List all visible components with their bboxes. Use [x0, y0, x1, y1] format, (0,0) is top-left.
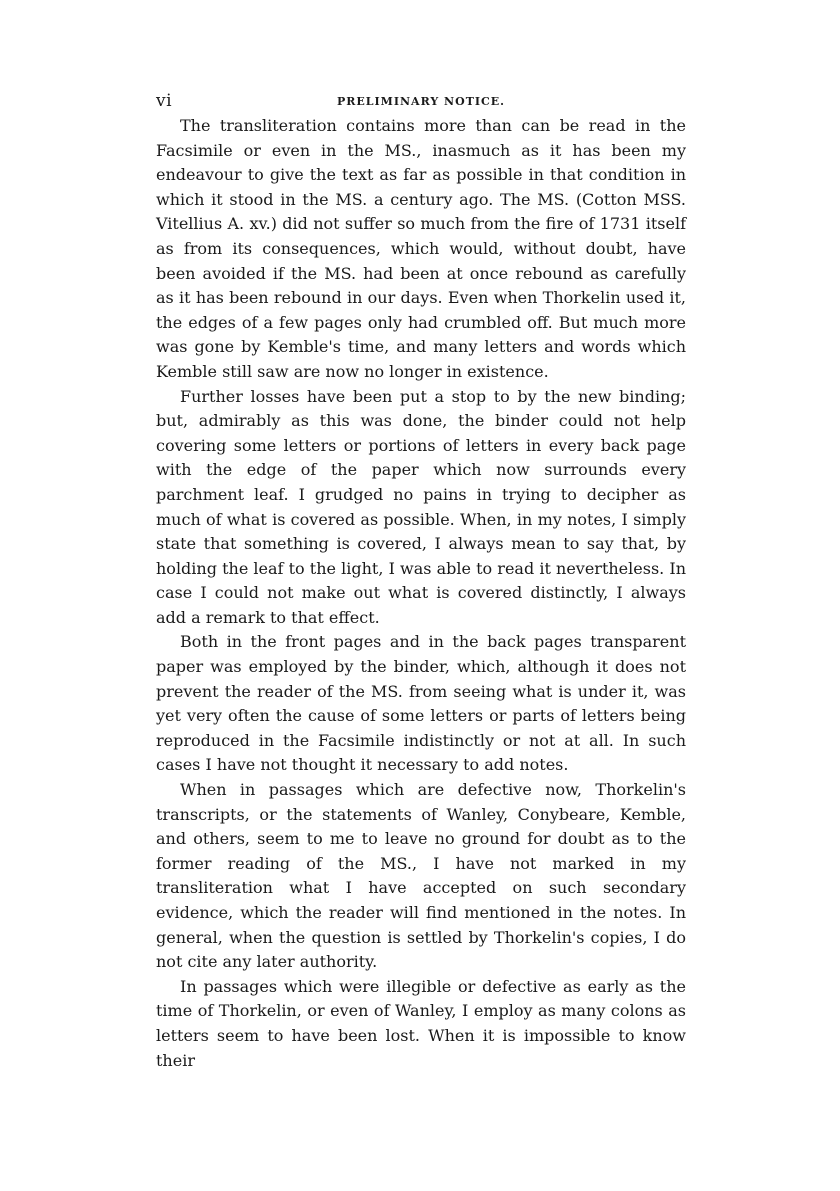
running-title: PRELIMINARY NOTICE.	[336, 95, 505, 108]
paragraph-4: When in passages which are defective now, Thorkelin's transcripts, or the statements of Wanley, Conybeare, Kemble, and others, seem to me to leave no ground for doubt as to the former reading of the MS., I have not marked in my transliteration what I have accepted on such secondary evidence, which the reader will find mentioned in the notes. In general, when the question is settled by Thorkelin's copies, I do not cite any later authority.	[156, 780, 686, 972]
running-head	[156, 88, 686, 114]
paragraph-5: In passages which were illegible or defective as early as the time of Thorkelin, or even of Wanley, I employ as many colons as letters seem to have been lost. When it is impossible to know their	[156, 976, 686, 1070]
paragraph-1: The transliteration contains more than can be read in the Facsimile or even in the MS., inasmuch as it has been my endeavour to give the text as far as possible in that condition in which it stood in the MS. a century ago. The MS. (Cotton MSS. Vitellius A. xv.) did not suffer so much from the fire of 1731 itself as from its consequences, which would, without doubt, have been avoided if the MS. had been at once rebound as carefully as it has been rebound in our days. Even when Thorkelin used it, the edges of a few pages only had crumbled off. But much more was gone by Kemble's time, and many letters and words which Kemble still saw are now no longer in existence.	[156, 116, 686, 381]
book-page	[156, 88, 686, 1073]
paragraph-2: Further losses have been put a stop to by the new binding; but, admirably as this was done, the binder could not help covering some letters or portions of letters in every back page with the edge of the paper which now surrounds every parchment leaf. I grudged no pains in trying to decipher as much of what is covered as possible. When, in my notes, I simply state that something is covered, I always mean to say that, by holding the leaf to the light, I was able to read it nevertheless. In case I could not make out what is covered distinctly, I always add a remark to that effect.	[156, 386, 686, 627]
paragraph-3: Both in the front pages and in the back pages transparent paper was employed by the binder, which, although it does not prevent the reader of the MS. from seeing what is under it, was yet very often the cause of some letters or parts of letters being reproduced in the Facsimile indistinctly or not at all. In such cases I have not thought it necessary to add notes.	[156, 632, 686, 775]
page-number: vi	[156, 91, 173, 111]
body-text	[156, 114, 686, 1073]
